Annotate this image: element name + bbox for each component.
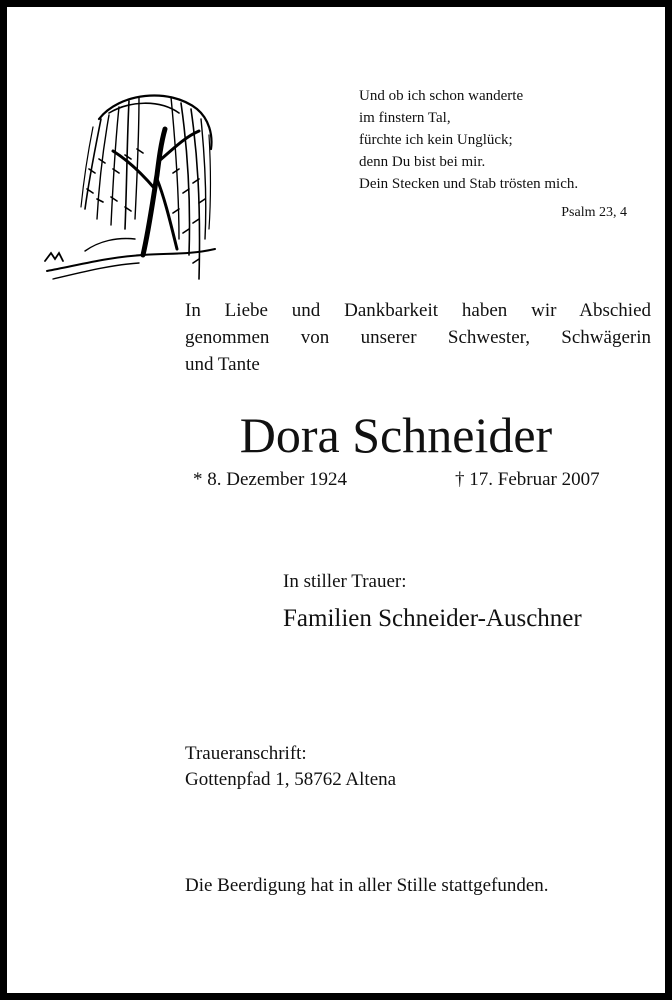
mourners-names: Familien Schneider-Auschner: [283, 605, 582, 632]
psalm-line: denn Du bist bei mir.: [359, 154, 486, 170]
weeping-willow-icon: [39, 79, 223, 305]
psalm-line: Dein Stecken und Stab trösten mich.: [359, 176, 579, 192]
psalm-line: im finstern Tal,: [359, 110, 451, 126]
psalm-reference: Psalm 23, 4: [561, 205, 627, 220]
birth-date: * 8. Dezember 1924: [193, 469, 348, 490]
death-date: † 17. Februar 2007: [455, 469, 600, 490]
address-value: Gottenpfad 1, 58762 Altena: [185, 769, 397, 790]
deceased-name: Dora Schneider: [239, 407, 553, 463]
intro-line: und Tante: [185, 354, 260, 375]
intro-line: genommen von unserer Schwester, Schwägerin: [185, 327, 651, 348]
intro-line: In Liebe und Dankbarkeit haben wir Abschied: [185, 300, 651, 321]
psalm-quote: [359, 85, 649, 195]
address-label: Traueranschrift:: [185, 743, 307, 764]
intro-text: [185, 297, 651, 378]
psalm-line: fürchte ich kein Unglück;: [359, 132, 513, 148]
mourners-label: In stiller Trauer:: [283, 571, 407, 592]
psalm-line: Und ob ich schon wanderte: [359, 88, 524, 104]
funeral-note: Die Beerdigung hat in aller Stille stattgefunden.: [185, 875, 549, 896]
